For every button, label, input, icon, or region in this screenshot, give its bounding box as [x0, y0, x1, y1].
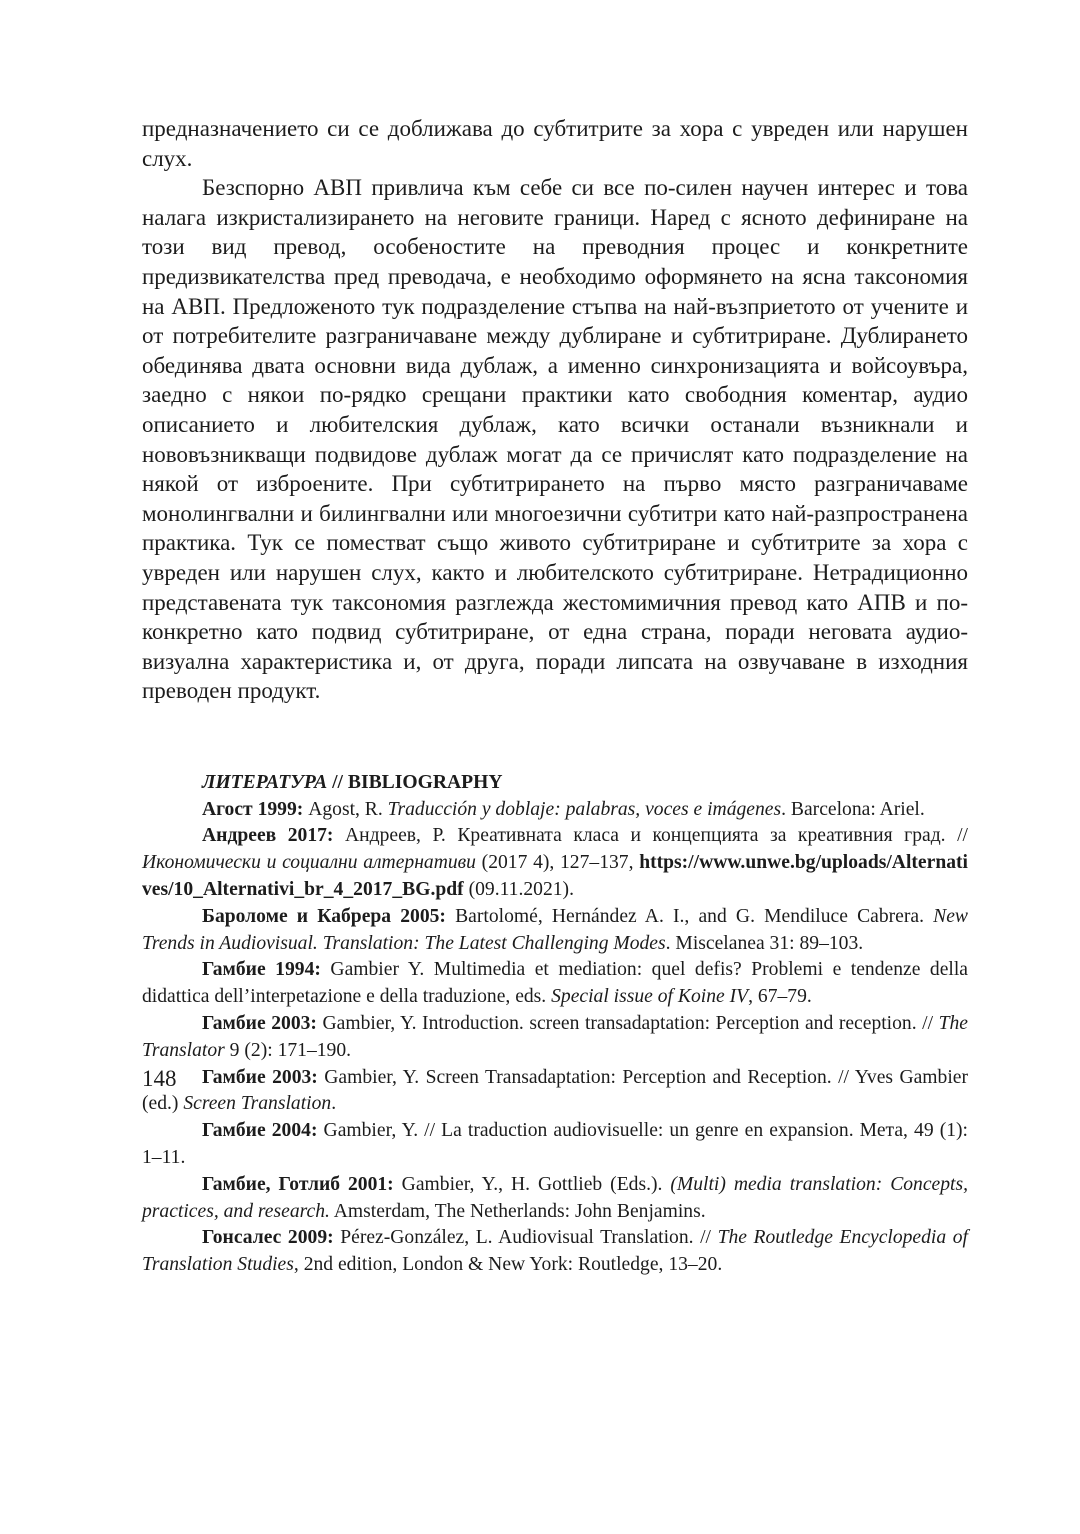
bibliography-entry: Гонсалес 2009: Pérez-González, L. Audiovisual Translation. // The Routledge Encyclopedia of Translation Studies, 2nd edition, London & New York: Routledge, 13–20.	[142, 1227, 968, 1276]
bibliography-entry: Гамбие 1994: Gambier Y. Multimedia et mediation: quel defis? Problemi e tendenze della didattica dell’interpetazione e della traduzione, eds. Special issue of Koine IV, 67–79.	[142, 959, 968, 1008]
bibliography-heading: ЛИТЕРАТУРА // BIBLIOGRAPHY	[202, 771, 503, 793]
paragraph-taxonomy: Безспорно АВП привлича към себе си все по-силен научен интерес и това налага изкристализирането на неговите граници. Наред с ясното дефиниране на този вид превод, особеностите на преводния процес и конкретните предизвикателства пред преводача, е необходимо оформянето на ясна таксономия на АВП. Предложеното тук подразделение стъпва на най-възприетото от учените и от потребителите разграничаване между дублиране и субтитриране. Дублирането обединява двата основни вида дублаж, а именно синхронизацията и войсоувъра, заедно с някои по-рядко срещани практики като свободния коментар, аудио описанието и любителския дублаж, като всички останали възникнали и нововъзникващи подвидове дублаж могат да се причислят като подразделение на някой от изброените. При субтитрирането на първо място разграничаваме монолингвални и билингвални или многоезични субтитри като най-разпространена практика. Тук се поместват също живото субтитриране и субтитрите за хора с увреден или нарушен слух, както и любителското субтитриране. Нетрадиционно представената тук таксономия разглежда жестомимичния превод като АПВ и по-конкретно като подвид субтитриране, от една страна, поради неговата аудио-визуална характеристика и, от друга, поради липсата на озвучаване в изходния преводен продукт.	[142, 175, 968, 704]
page-content	[142, 114, 968, 1279]
bibliography-entry: Агост 1999: Agost, R. Traducción y doblaje: palabras, voces e imágenes. Barcelona: Ariel.	[202, 798, 925, 820]
bibliography-url-link[interactable]: https://www.unwe.bg/uploads/Alternatives/10_Alternativi_br_4_2017_BG.pdf	[142, 852, 968, 901]
bibliography	[142, 770, 968, 1279]
bibliography-entry: Гамбие 2004: Gambier, Y. // La traduction audiovisuelle: un genre en expansion. Мета, 49 (1): 1–11.	[142, 1120, 968, 1169]
bibliography-entry: Гамбие 2003: Gambier, Y. Screen Transadaptation: Perception and Reception. // Yves Gambier (ed.) Screen Translation.	[142, 1066, 969, 1115]
paragraph-continuation: предназначението си се доближава до субтитрите за хора с увреден или нарушен слух.	[142, 116, 968, 171]
bibliography-entry: Андреев 2017: Андреев, Р. Креативната класа и концепцията за креативния град. // Икономически и социални алтернативи (2017 4), 127–137, https://www.unwe.bg/uploads/Alternatives/10_Alternativi_br_4_2017_BG.pdf (09.11.2021).	[142, 825, 968, 901]
bibliography-entry: Гамбие 2003: Gambier, Y. Introduction. screen transadaptation: Perception and reception. // The Translator 9 (2): 171–190.	[142, 1013, 968, 1061]
bibliography-entry: Бароломе и Кабрера 2005: Bartolomé, Hernández A. I., and G. Mendiluce Cabrera. New Trends in Audiovisual. Translation: The Latest Challenging Modes. Miscelanea 31: 89–103.	[142, 905, 968, 954]
bibliography-entry: Гамбие, Готлиб 2001: Gambier, Y., H. Gottlieb (Eds.). (Multi) media translation: Concepts, practices, and research. Amsterdam, The Netherlands: John Benjamins.	[142, 1173, 969, 1222]
page-number: 148	[142, 1066, 177, 1091]
